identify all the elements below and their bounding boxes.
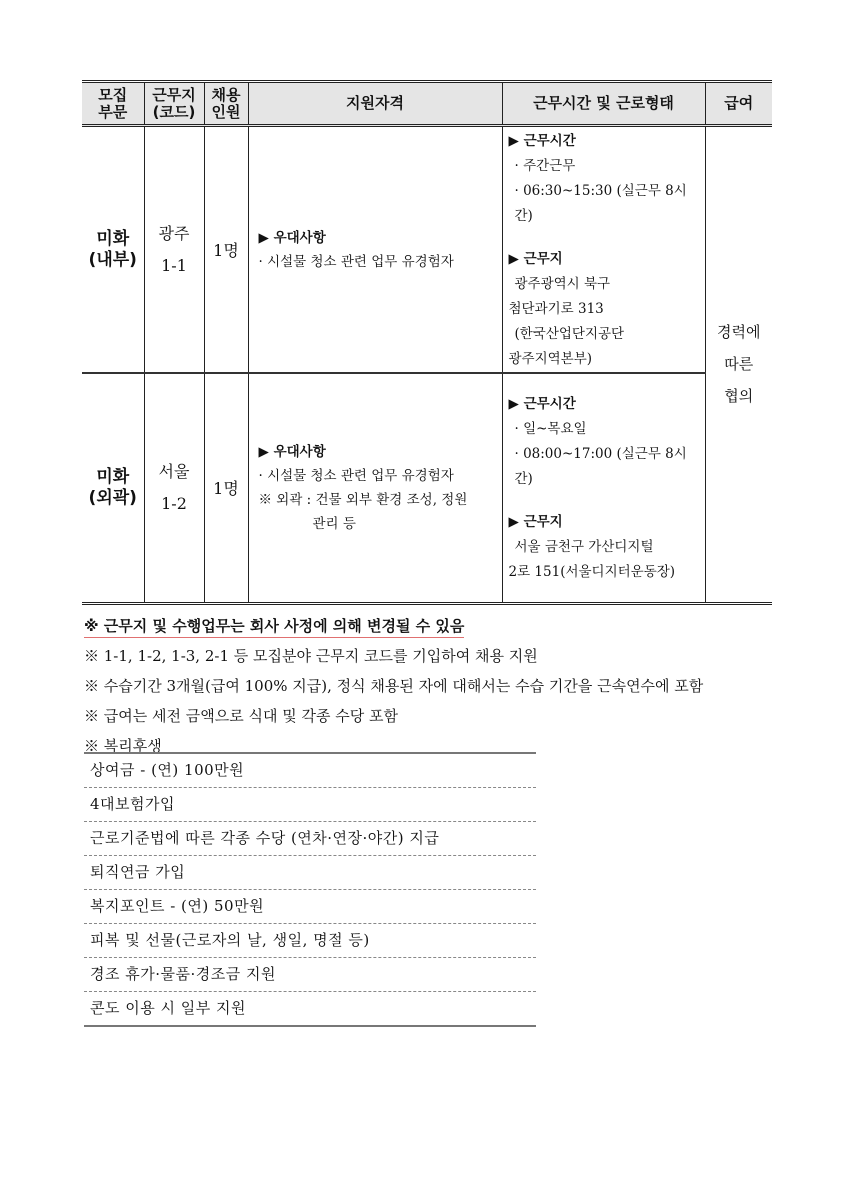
list-item: 근로기준법에 따른 각종 수당 (연차·연장·야간) 지급 bbox=[84, 822, 536, 856]
note-item: ※ 복리후생 bbox=[84, 737, 162, 755]
header-headcount: 채용 인원 bbox=[204, 82, 248, 126]
qualification-cell: ▶ 우대사항 · 시설물 청소 관련 업무 유경험자 ※ 외곽 : 건물 외부 환경 조성, 정원 관리 등 bbox=[248, 373, 502, 603]
note-item: ※ 근무지 및 수행업무는 회사 사정에 의해 변경될 수 있음 bbox=[84, 611, 784, 641]
list-item: 4대보험가입 bbox=[84, 788, 536, 822]
list-item: 상여금 - (연) 100만원 bbox=[84, 754, 536, 788]
dept-cell: 미화 (내부) bbox=[82, 126, 144, 374]
dept-cell: 미화 (외곽) bbox=[82, 373, 144, 603]
header-pay: 급여 bbox=[705, 82, 772, 126]
headcount-cell: 1명 bbox=[204, 126, 248, 374]
benefits-list bbox=[84, 752, 536, 1027]
pay-cell: 경력에 따른 협의 bbox=[705, 126, 772, 604]
list-item: 경조 휴가·물품·경조금 지원 bbox=[84, 958, 536, 992]
qualification-cell: ▶ 우대사항 · 시설물 청소 관련 업무 유경험자 bbox=[248, 126, 502, 374]
location-cell: 서울 1-2 bbox=[144, 373, 204, 603]
list-item: 피복 및 선물(근로자의 날, 생일, 명절 등) bbox=[84, 924, 536, 958]
header-work-hours: 근무시간 및 근로형태 bbox=[502, 82, 705, 126]
header-location: 근무지 (코드) bbox=[144, 82, 204, 126]
header-dept: 모집 부문 bbox=[82, 82, 144, 126]
work-hours-cell: ▶ 근무시간 · 주간근무 · 06:30~15:30 (실근무 8시간) ▶ 근무지 광주광역시 북구 첨단과기로 313 (한국산업단지공단 광주지역본부) bbox=[502, 126, 705, 374]
list-item: 콘도 이용 시 일부 지원 bbox=[90, 999, 246, 1017]
table-row bbox=[82, 373, 772, 603]
note-item: ※ 급여는 세전 금액으로 식대 및 각종 수당 포함 bbox=[84, 707, 398, 725]
location-cell: 광주 1-1 bbox=[144, 126, 204, 374]
recruitment-table bbox=[82, 80, 772, 605]
list-item: 퇴직연금 가입 bbox=[84, 856, 536, 890]
list-item: 복지포인트 - (연) 50만원 bbox=[84, 890, 536, 924]
note-item: ※ 수습기간 3개월(급여 100% 지급), 정식 채용된 자에 대해서는 수습 기간을 근속연수에 포함 bbox=[84, 677, 704, 695]
header-qualification: 지원자격 bbox=[248, 82, 502, 126]
notes-section bbox=[84, 611, 784, 761]
table-row bbox=[82, 126, 772, 374]
table-header-row bbox=[82, 82, 772, 126]
note-item: ※ 1-1, 1-2, 1-3, 2-1 등 모집분야 근무지 코드를 기입하여 채용 지원 bbox=[84, 647, 538, 665]
work-hours-cell: ▶ 근무시간 · 일~목요일 · 08:00~17:00 (실근무 8시간) ▶ 근무지 서울 금천구 가산디지털 2로 151(서울디지터운동장) bbox=[502, 373, 705, 603]
headcount-cell: 1명 bbox=[204, 373, 248, 603]
